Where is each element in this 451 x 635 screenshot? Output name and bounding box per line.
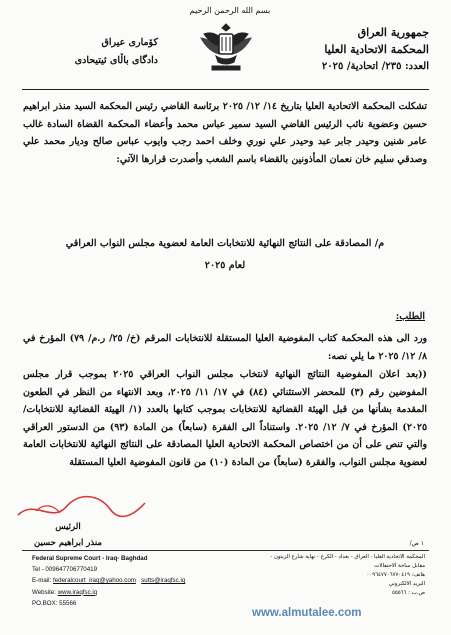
footer-ar-email-label: البريد الالكتروني xyxy=(388,581,425,587)
kurdish-court-name: دادگای باڵای ئیتیحادی xyxy=(74,55,158,66)
request-paragraph: ورد الى هذه المحكمة كتاب المفوضية العليا المستقلة للانتخابات المرقم (خ/ ٢٥/ ر.م/ ٧٩) المؤرخ في ٨/ ١٢/ ٢٠٢٥ ما يلي نصه: xyxy=(23,333,428,362)
signature-name: منذر ابراهيم حسين xyxy=(34,538,102,548)
footer-email-label: E-mail: xyxy=(32,577,53,585)
footer-website-label: Website: xyxy=(32,588,58,596)
footer-arabic xyxy=(265,553,425,598)
subject-line-2: لعام ٢٠٢٥ xyxy=(204,260,246,271)
footer-english xyxy=(32,553,185,609)
intro-paragraph: تشكلت المحكمة الاتحادية العليا بتاريخ ١٤/ ١٢/ ٢٠٢٥ برئاسة القاضي رئيس المحكمة السيد منذر ابراهيم حسين وعضوية نائب الرئيس القاضي السيد سمير عباس محمد وأعضاء المحكمة القضاة السادة غالب عامر شنين وحيدر جابر عبد وحيدر علي نوري وخلف احمد رجب وايوب عباس صالح وديار محمد علي وصدقي سليم خان نعمان المأذونين بالقضاء باسم الشعب وأصدرت قرارها الآتي: xyxy=(23,101,427,165)
footer-court-address: Federal Supreme Court - Iraq- Baghdad xyxy=(32,555,148,562)
country-name: جمهورية العراق xyxy=(357,26,429,39)
footer-website-link[interactable]: www.iraqfsc.iq xyxy=(57,588,98,596)
basmala-text: بسم الله الرحمن الرحيم xyxy=(189,6,271,15)
footer-ar-phone: هاتف: ٠٠٩٦٤٧٧٠٦٧٧٠٤١٩ xyxy=(366,572,425,578)
footer-phone: Tel - 009647706770419 xyxy=(32,566,98,574)
quoted-letter-paragraph: ((بعد اعلان المفوضية النتائج النهائية لانتخاب مجلس النواب العراقي ٢٠٢٥ بموجب قرار مجلس المفوضين رقم (٣) للمحضر الاستثنائي (٨٤) في ١٧/ ١١/ ٢٠٢٥، وبعد الانتهاء من النظر في الطعون المقدمة بشأنها من قبل الهيئة القضائية للانتخابات بموجب كتابها بالعدد (١/ الهيئة القضائية للانتخابات/ ٢٠٢٥) المؤرخ في ٧/ ١٢/ ٢٠٢٥. واستناداً الى الفقرة (سابعاً) من المادة (٩٣) من الدستور العراقي والتي تنص على أن من اختصاص المحكمة الاتحادية العليا المصادقة على النتائج النهائية للانتخابات العامة لعضوية مجلس النواب، والفقرة (سابعاً) من المادة (١٠) من قانون المفوضية العليا المستقلة xyxy=(23,369,427,468)
subject-line-1: م/ المصادقة على النتائج النهائية للانتخابات العامة لعضوية مجلس النواب العراقي xyxy=(65,238,385,249)
header-arabic xyxy=(322,24,429,75)
iraq-eagle-emblem-icon xyxy=(196,20,256,74)
footer-divider xyxy=(22,550,429,551)
subject-line xyxy=(23,236,427,274)
watermark-link[interactable]: www.almutalee.com xyxy=(252,607,362,619)
footer-po-box: PO.BOX: 55566 xyxy=(32,599,77,607)
footer-email-link-1[interactable]: federalcourt_iraq@yahoo.com xyxy=(52,577,136,585)
signature-title: الرئيس xyxy=(55,522,81,532)
kurdish-country-name: كۆماری عیراق xyxy=(101,37,158,48)
page-mark: ١ ص/ xyxy=(409,540,424,547)
header-kurdish xyxy=(48,34,158,70)
court-name: المحكمة الاتحادية العليا xyxy=(324,43,429,56)
footer-ar-address: المحكمة الاتحادية العليا - العراق - بغداد - الكرخ - نهاية شارع الزيتون - مقابل ساحة الاحتفالات xyxy=(270,554,425,569)
header-divider xyxy=(22,89,429,90)
footer-ar-po-box: ص.ب : ٥٥٥٦٦ xyxy=(391,590,425,596)
request-label: الطلب: xyxy=(395,311,425,322)
footer-website-line xyxy=(32,587,185,598)
footer-email-line xyxy=(32,575,185,586)
footer-email-link-2[interactable]: sutts@iraqfsc.iq xyxy=(141,577,186,585)
reference-number: العدد: ٢٣٥/ اتحادية/ ٢٠٢٥ xyxy=(321,61,429,72)
signature-icon xyxy=(14,493,149,523)
